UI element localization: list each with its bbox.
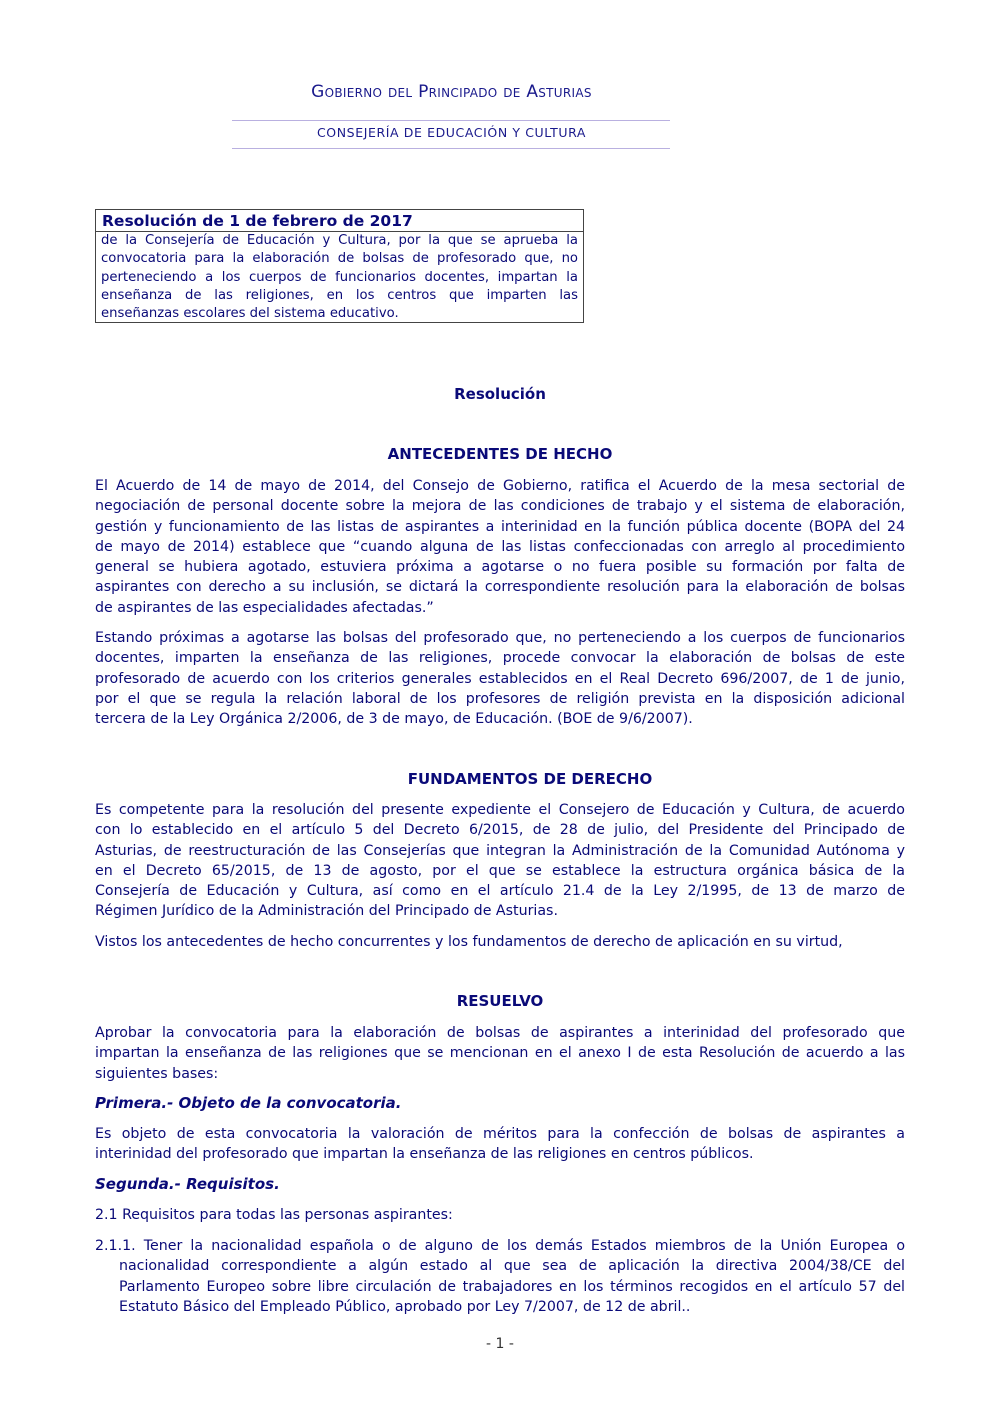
text-line: docentes, imparten la enseñanza de las religiones, procede convocar la elaboración de bolsas de este: [95, 650, 905, 667]
paragraph-antecedentes-1: [95, 476, 905, 618]
text-line: negociación de personal docente sobre la mejora de las condiciones de trabajo y el sistema de elaboración,: [95, 498, 905, 515]
text-line: gestión y funcionamiento de las listas de aspirantes a interinidad en la función pública docente (BOPA del 24: [95, 518, 905, 535]
page-number: - 1 -: [486, 1336, 514, 1352]
summary-title: Resolución de 1 de febrero de 2017: [96, 210, 583, 232]
text-line: de mayo de 2014) establece que “cuando alguna de las listas confeccionadas con arreglo al procedimiento: [95, 538, 905, 555]
text-line: interinidad del profesorado que impartan la enseñanza de las religiones en centros públicos.: [95, 1146, 754, 1163]
text-line: convocatoria para la elaboración de bolsas de profesorado que, no: [101, 251, 578, 267]
text-line: Parlamento Europeo sobre libre circulación de trabajadores en los términos recogidos en el artículo 57 del: [119, 1278, 905, 1295]
text-line: general se hubiera agotado, estuviera próxima a agotarse o no fuera posible su formación por falta de: [95, 559, 905, 576]
section-segunda-title: Segunda.- Requisitos.: [95, 1175, 280, 1193]
text-line: El Acuerdo de 14 de mayo de 2014, del Consejo de Gobierno, ratifica el Acuerdo de la mesa sectorial de: [95, 478, 905, 494]
paragraph-primera: [95, 1124, 905, 1165]
text-line: de aspirantes de las especialidades afectadas.”: [95, 599, 434, 616]
text-line: aspirantes con derecho a su inclusión, se dictará la correspondiente resolución para la elaboración de bolsas: [95, 579, 905, 596]
text-line: Aprobar la convocatoria para la elaboración de bolsas de aspirantes a interinidad del profesorado que: [95, 1025, 905, 1041]
text-line: enseñanzas escolares del sistema educativo.: [101, 306, 399, 322]
text-line: perteneciendo a los cuerpos de funcionarios docentes, impartan la: [101, 269, 578, 285]
text-line: Asturias, de reestructuración de las Consejerías que integran la Administración de la Comunidad Autónoma y: [95, 842, 905, 859]
text-line: Estando próximas a agotarse las bolsas del profesorado que, no perteneciendo a los cuerpos de funcionarios: [95, 630, 905, 646]
heading-antecedentes: ANTECEDENTES DE HECHO: [387, 445, 613, 463]
text-line: de la Consejería de Educación y Cultura, por la que se aprueba la: [101, 233, 578, 248]
text-line: Estatuto Básico del Empleado Público, aprobado por Ley 7/2007, de 12 de abril..: [119, 1298, 691, 1315]
paragraph-fundamentos-2: [95, 932, 905, 952]
text-line: en el Decreto 65/2015, de 13 de agosto, por el que se establece la estructura orgánica básica de la: [95, 862, 905, 879]
text-line: tercera de la Ley Orgánica 2/2006, de 3 de mayo, de Educación. (BOE de 9/6/2007).: [95, 711, 693, 728]
text-line: 2.1.1. Tener la nacionalidad española o de alguno de los demás Estados miembros de la Unión Europea o: [95, 1238, 905, 1254]
text-line: Es objeto de esta convocatoria la valoración de méritos para la confección de bolsas de aspirantes a: [95, 1126, 905, 1142]
text-line: impartan la enseñanza de las religiones que se mencionan en el anexo I de esta Resolución de acuerdo a las: [95, 1045, 905, 1062]
summary-body: [96, 232, 583, 323]
text-line: Régimen Jurídico de la Administración del Principado de Asturias.: [95, 903, 558, 920]
text-line: por el que se regula la relación laboral de los profesores de religión prevista en la disposición adicional: [95, 690, 905, 707]
document-title: Resolución: [454, 385, 546, 403]
section-primera-title: Primera.- Objeto de la convocatoria.: [95, 1094, 402, 1112]
paragraph-requisito-2-1-1: [95, 1236, 905, 1317]
text-line: profesorado de acuerdo con los criterios generales establecidos en el Real Decreto 696/2007, de 1 de junio,: [95, 670, 905, 687]
department-title: CONSEJERÍA DE EDUCACIÓN Y CULTURA: [316, 125, 587, 140]
header-divider-bottom: [232, 148, 670, 149]
text-line: enseñanza de las religiones, en los centros que imparten las: [101, 287, 578, 303]
text-line: Es competente para la resolución del presente expediente el Consejero de Educación y Cultura, de acuerdo: [95, 802, 905, 818]
header-divider-top: [232, 120, 670, 121]
text-line: Vistos los antecedentes de hecho concurrentes y los fundamentos de derecho de aplicación en su virtud,: [95, 934, 843, 950]
text-line: siguientes bases:: [95, 1065, 219, 1082]
summary-box: [95, 209, 584, 323]
paragraph-fundamentos-1: [95, 800, 905, 922]
text-line: nacionalidad correspondiente a algún estado al que sea de aplicación la directiva 2004/38/CE del: [119, 1258, 905, 1275]
government-title: Gobierno del Principado de Asturias: [311, 82, 592, 102]
paragraph-resuelvo: [95, 1023, 905, 1084]
text-line: con lo establecido en el artículo 5 del Decreto 6/2015, de 28 de julio, del Presidente del Principado de: [95, 822, 905, 839]
heading-resuelvo: RESUELVO: [456, 992, 544, 1010]
paragraph-requisitos-intro: [95, 1205, 905, 1225]
text-line: 2.1 Requisitos para todas las personas aspirantes:: [95, 1207, 453, 1223]
paragraph-antecedentes-2: [95, 628, 905, 729]
heading-fundamentos: FUNDAMENTOS DE DERECHO: [407, 770, 653, 788]
text-line: Consejería de Educación y Cultura, así como en el artículo 21.4 de la Ley 2/1995, de 13 de marzo de: [95, 883, 905, 900]
